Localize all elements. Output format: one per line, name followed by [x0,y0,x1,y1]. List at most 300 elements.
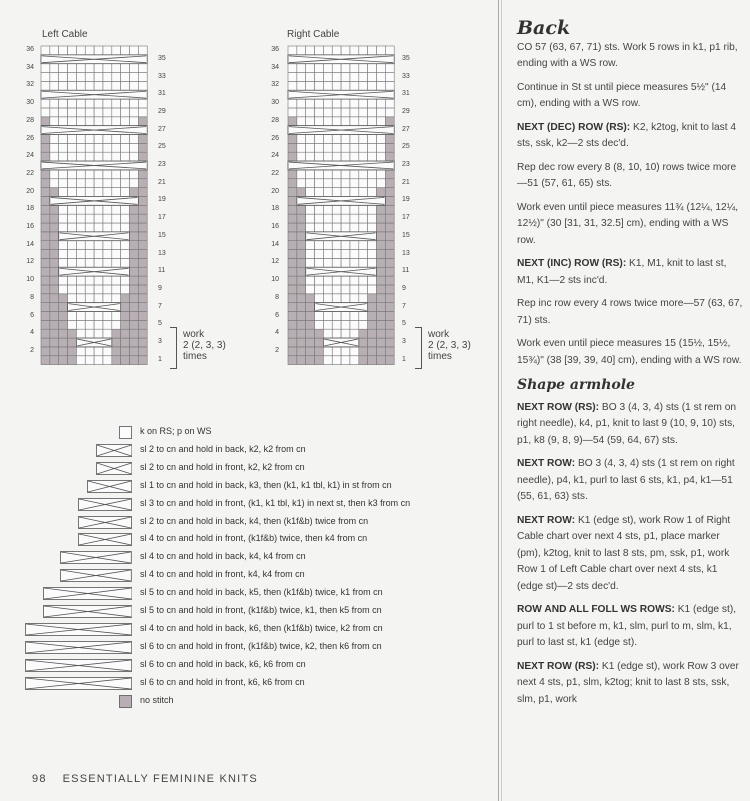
no-stitch-cell [41,276,50,285]
no-stitch-cell [377,338,386,347]
stitch-cell [94,64,103,73]
stitch-cell [341,117,350,126]
stitch-cell [377,46,386,55]
stitch-cell [112,73,121,82]
legend-symbol [60,551,132,569]
row-number: 5 [158,320,162,328]
instruction-text: BO 3 (4, 3, 4) sts (1 st rem on right needle), p4, k1, purl to last 6 sts, k1, p4, k1—51 (55, 61, 63) sts. [517,458,735,502]
stitch-cell [85,99,94,108]
stitch-cell [121,46,130,55]
stitch-cell [59,250,68,259]
no-stitch-cell [138,135,147,144]
no-stitch-cell [306,312,315,321]
stitch-cell [103,108,112,117]
stitch-cell [76,294,85,303]
row-number: 32 [26,81,34,89]
stitch-cell [68,214,77,223]
row-number: 28 [271,116,279,124]
no-stitch-cell [41,294,50,303]
no-stitch-cell [41,214,50,223]
work-note-line: work [183,329,205,340]
no-stitch-cell [41,258,50,267]
row-number: 34 [271,63,279,71]
row-number: 27 [402,125,410,133]
no-stitch-cell [377,258,386,267]
row-number: 32 [271,81,279,89]
stitch-cell [68,294,77,303]
no-stitch-cell [385,152,394,161]
stitch-cell [103,135,112,144]
no-stitch-cell [121,347,130,356]
stitch-cell [359,99,368,108]
no-stitch-cell [130,329,139,338]
no-stitch-cell [288,312,297,321]
legend-row [0,568,495,582]
no-stitch-cell [315,329,324,338]
no-stitch-cell [50,241,59,250]
row-number: 36 [26,46,34,53]
instruction-text: K1 (edge st), work Row 3 over next 4 sts, p1, slm, k2tog; knit to last 8 sts, ssk, slm, p1, work [517,660,739,705]
stitch-cell [94,294,103,303]
no-stitch-cell [385,205,394,214]
no-stitch-cell [121,338,130,347]
stitch-cell [76,312,85,321]
stitch-cell [306,143,315,152]
stitch-cell [112,64,121,73]
no-stitch-cell [41,205,50,214]
stitch-cell [385,64,394,73]
no-stitch-cell [41,143,50,152]
row-number: 25 [402,143,410,151]
no-stitch-cell [41,170,50,179]
stitch-cell [121,81,130,90]
no-stitch-cell [130,347,139,356]
stitch-cell [341,135,350,144]
stitch-cell [332,258,341,267]
no-stitch-cell [288,205,297,214]
row-number: 6 [275,311,279,319]
stitch-cell [112,250,121,259]
no-stitch-cell [41,320,50,329]
stitch-cell [76,135,85,144]
stitch-cell [288,81,297,90]
no-stitch-cell [297,347,306,356]
no-stitch-cell [138,223,147,232]
row-number: 12 [26,258,34,266]
stitch-cell [323,81,332,90]
stitch-cell [323,347,332,356]
stitch-cell [94,205,103,214]
stitch-cell [377,64,386,73]
stitch-cell [323,152,332,161]
stitch-cell [103,188,112,197]
stitch-cell [297,64,306,73]
no-stitch-cell [41,223,50,232]
no-stitch-cell [297,329,306,338]
row-number: 10 [26,276,34,284]
stitch-cell [138,46,147,55]
stitch-cell [94,152,103,161]
no-stitch-cell [359,347,368,356]
no-stitch-cell [130,267,139,276]
stitch-cell [297,46,306,55]
right-cable-chart-grid [287,45,395,366]
stitch-cell [68,258,77,267]
stitch-cell [121,73,130,82]
stitch-cell [68,241,77,250]
row-number: 4 [30,329,34,337]
row-number: 35 [158,54,166,62]
no-stitch-cell [385,117,394,126]
stitch-cell [306,258,315,267]
stitch-cell [59,64,68,73]
no-stitch-cell [385,356,394,365]
row-number: 3 [158,338,162,346]
stitch-cell [76,241,85,250]
no-stitch-cell [377,320,386,329]
instruction-paragraph: Continue in St st until piece measures 5½" (14 cm), ending with a WS row. [517,81,727,109]
stitch-cell [94,329,103,338]
no-stitch-cell [368,294,377,303]
no-stitch-cell [138,205,147,214]
stitch-cell [121,258,130,267]
stitch-cell [315,73,324,82]
stitch-cell [377,81,386,90]
stitch-cell [85,179,94,188]
no-stitch-cell [41,196,50,205]
row-number: 7 [158,302,162,310]
stitch-cell [359,294,368,303]
no-stitch-cell [368,347,377,356]
stitch-cell [341,143,350,152]
stitch-cell [315,143,324,152]
stitch-cell [315,223,324,232]
row-number: 30 [271,99,279,107]
stitch-cell [41,64,50,73]
row-number: 9 [158,284,162,292]
instruction-label: NEXT ROW (RS): [517,660,600,672]
no-stitch-cell [130,276,139,285]
legend-row [0,550,495,564]
stitch-cell [76,152,85,161]
stitch-cell [323,250,332,259]
instruction-paragraph [517,659,743,709]
no-stitch-cell [288,152,297,161]
stitch-cell [341,179,350,188]
stitch-cell [323,258,332,267]
stitch-cell [297,135,306,144]
no-stitch-cell [288,232,297,241]
no-stitch-cell [59,347,68,356]
left-work-note [183,329,226,362]
stitch-cell [350,250,359,259]
stitch-cell [103,276,112,285]
stitch-cell [59,152,68,161]
no-stitch-cell [306,347,315,356]
stitch-cell [103,117,112,126]
no-stitch-cell [138,258,147,267]
stitch-cell [85,241,94,250]
no-stitch-cell [112,347,121,356]
no-stitch-cell [315,347,324,356]
stitch-cell [359,64,368,73]
row-number: 8 [30,293,34,301]
no-stitch-cell [288,329,297,338]
stitch-cell [323,329,332,338]
stitch-cell [112,46,121,55]
stitch-cell [341,152,350,161]
stitch-cell [103,294,112,303]
stitch-cell [350,312,359,321]
stitch-cell [94,117,103,126]
row-number: 1 [158,355,162,363]
no-stitch-cell [41,241,50,250]
stitch-cell [121,152,130,161]
stitch-cell [76,99,85,108]
stitch-cell [385,99,394,108]
no-stitch-cell [288,250,297,259]
no-stitch-cell [130,320,139,329]
stitch-cell [85,320,94,329]
no-stitch-cell [130,294,139,303]
row-number: 26 [271,134,279,142]
stitch-cell [323,117,332,126]
instruction-paragraph: CO 57 (63, 67, 71) sts. Work 5 rows in k1, p1 rib, ending with a WS row. [517,41,738,69]
instruction-text: K1, M1, knit to last st, M1, K1—2 sts inc'd. [517,258,727,286]
stitch-cell [297,152,306,161]
stitch-cell [377,179,386,188]
no-stitch-cell [138,312,147,321]
no-stitch-cell [368,320,377,329]
stitch-cell [59,73,68,82]
stitch-cell [359,143,368,152]
section-subtitle-shape-armhole: Shape armhole [517,377,635,393]
stitch-cell [50,170,59,179]
no-stitch-cell [385,267,394,276]
no-stitch-cell [50,320,59,329]
no-stitch-cell [121,329,130,338]
no-stitch-cell [288,347,297,356]
stitch-cell [368,205,377,214]
stitch-cell [103,356,112,365]
no-stitch-cell [368,356,377,365]
stitch-cell [306,170,315,179]
legend-row [0,461,495,475]
no-stitch-cell [41,356,50,365]
stitch-cell [315,135,324,144]
no-stitch-cell [41,179,50,188]
no-stitch-cell [297,188,306,197]
no-stitch-cell [385,135,394,144]
no-stitch-cell [306,320,315,329]
no-stitch-cell [306,303,315,312]
stitch-cell [350,170,359,179]
stitch-cell [341,276,350,285]
legend-row [0,622,495,636]
stitch-cell [76,223,85,232]
no-stitch-cell [385,143,394,152]
stitch-cell [121,276,130,285]
no-stitch-cell [138,241,147,250]
row-number: 26 [26,134,34,142]
row-number: 18 [271,205,279,213]
stitch-cell [94,276,103,285]
no-stitch-cell [297,312,306,321]
no-stitch-cell [377,188,386,197]
page-gutter-line [498,0,499,801]
stitch-cell [315,250,324,259]
stitch-cell [76,205,85,214]
no-stitch-cell [130,232,139,241]
row-number: 10 [271,276,279,284]
no-stitch-cell [138,232,147,241]
stitch-cell [315,152,324,161]
stitch-cell [50,179,59,188]
no-stitch-cell [368,338,377,347]
stitch-cell [94,81,103,90]
stitch-cell [68,73,77,82]
stitch-cell [121,99,130,108]
row-number: 23 [158,161,166,169]
instruction-text: BO 3 (4, 3, 4) sts (1 st rem on right needle), k4, p1, knit to last 9 (10, 9, 10) sts, p1, k8 (9, 8, 9)—54 (59, 64, 67) sts. [517,401,737,446]
stitch-cell [103,46,112,55]
legend-label: sl 1 to cn and hold in back, k3, then (k1, k1 tbl, k1) in st from cn [140,479,392,490]
row-number: 17 [402,214,410,222]
instruction-paragraph [517,456,743,506]
legend-symbol [119,695,132,713]
stitch-cell [130,143,139,152]
stitch-cell [130,81,139,90]
no-stitch-cell [359,329,368,338]
stitch-cell [68,250,77,259]
no-stitch-cell [41,267,50,276]
legend-symbol [78,533,132,551]
legend-symbol [78,516,132,534]
stitch-cell [130,46,139,55]
no-stitch-cell [130,338,139,347]
stitch-cell [323,320,332,329]
stitch-cell [94,108,103,117]
instruction-paragraph [517,120,743,153]
row-number: 35 [402,54,410,62]
stitch-cell [103,99,112,108]
stitch-cell [68,99,77,108]
left-repeat-bracket [170,327,177,369]
stitch-cell [297,108,306,117]
no-stitch-cell [288,196,297,205]
no-stitch-cell [138,196,147,205]
row-number: 25 [158,143,166,151]
stitch-cell [341,64,350,73]
stitch-cell [138,99,147,108]
stitch-cell [103,241,112,250]
no-stitch-cell [59,329,68,338]
no-stitch-cell [68,338,77,347]
legend-label: sl 6 to cn and hold in front, k6, k6 from cn [140,676,305,687]
stitch-cell [94,135,103,144]
no-stitch-cell [385,329,394,338]
stitch-cell [85,135,94,144]
stitch-cell [50,46,59,55]
stitch-cell [85,117,94,126]
stitch-cell [41,46,50,55]
row-number: 30 [26,99,34,107]
stitch-cell [359,285,368,294]
no-stitch-cell [377,347,386,356]
stitch-cell [94,258,103,267]
no-stitch-cell [138,329,147,338]
stitch-cell [288,64,297,73]
stitch-cell [368,81,377,90]
no-stitch-cell [377,223,386,232]
no-stitch-cell [385,250,394,259]
no-stitch-cell [297,356,306,365]
no-stitch-cell [377,294,386,303]
stitch-cell [288,99,297,108]
no-stitch-cell [385,347,394,356]
stitch-cell [368,152,377,161]
row-number: 16 [271,223,279,230]
stitch-cell [306,276,315,285]
row-number: 4 [275,329,279,337]
no-stitch-cell [385,303,394,312]
stitch-cell [341,214,350,223]
row-number: 14 [26,240,34,248]
stitch-cell [341,188,350,197]
no-stitch-cell [288,117,297,126]
stitch-cell [68,143,77,152]
stitch-cell [94,241,103,250]
no-stitch-cell [41,232,50,241]
stitch-cell [350,347,359,356]
stitch-cell [112,214,121,223]
instruction-label: NEXT ROW (RS): [517,401,600,413]
stitch-cell [138,73,147,82]
no-stitch-cell [385,196,394,205]
stitch-cell [85,188,94,197]
no-stitch-cell [377,303,386,312]
stitch-cell [76,117,85,126]
page-gutter-line-inner [501,0,502,801]
stitch-cell [103,152,112,161]
stitch-cell [94,73,103,82]
stitch-cell [76,73,85,82]
stitch-cell [121,179,130,188]
stitch-cell [59,276,68,285]
legend-label: sl 5 to cn and hold in back, k5, then (k1f&b) twice, k1 from cn [140,587,383,598]
stitch-cell [68,64,77,73]
stitch-cell [341,285,350,294]
legend-label: sl 3 to cn and hold in front, (k1, k1 tbl, k1) in next st, then k3 from cn [140,497,411,508]
no-stitch-cell [297,205,306,214]
stitch-cell [359,152,368,161]
stitch-cell [350,258,359,267]
no-stitch-cell [297,276,306,285]
stitch-cell [350,143,359,152]
stitch-cell [121,241,130,250]
stitch-cell [68,223,77,232]
stitch-cell [332,99,341,108]
stitch-cell [368,46,377,55]
left-cable-title: Left Cable [42,29,88,40]
stitch-cell [76,250,85,259]
cable-chart-svg [40,45,148,366]
stitch-cell [112,276,121,285]
no-stitch-cell [385,312,394,321]
no-stitch-cell [121,320,130,329]
stitch-cell [350,108,359,117]
stitch-cell [359,81,368,90]
